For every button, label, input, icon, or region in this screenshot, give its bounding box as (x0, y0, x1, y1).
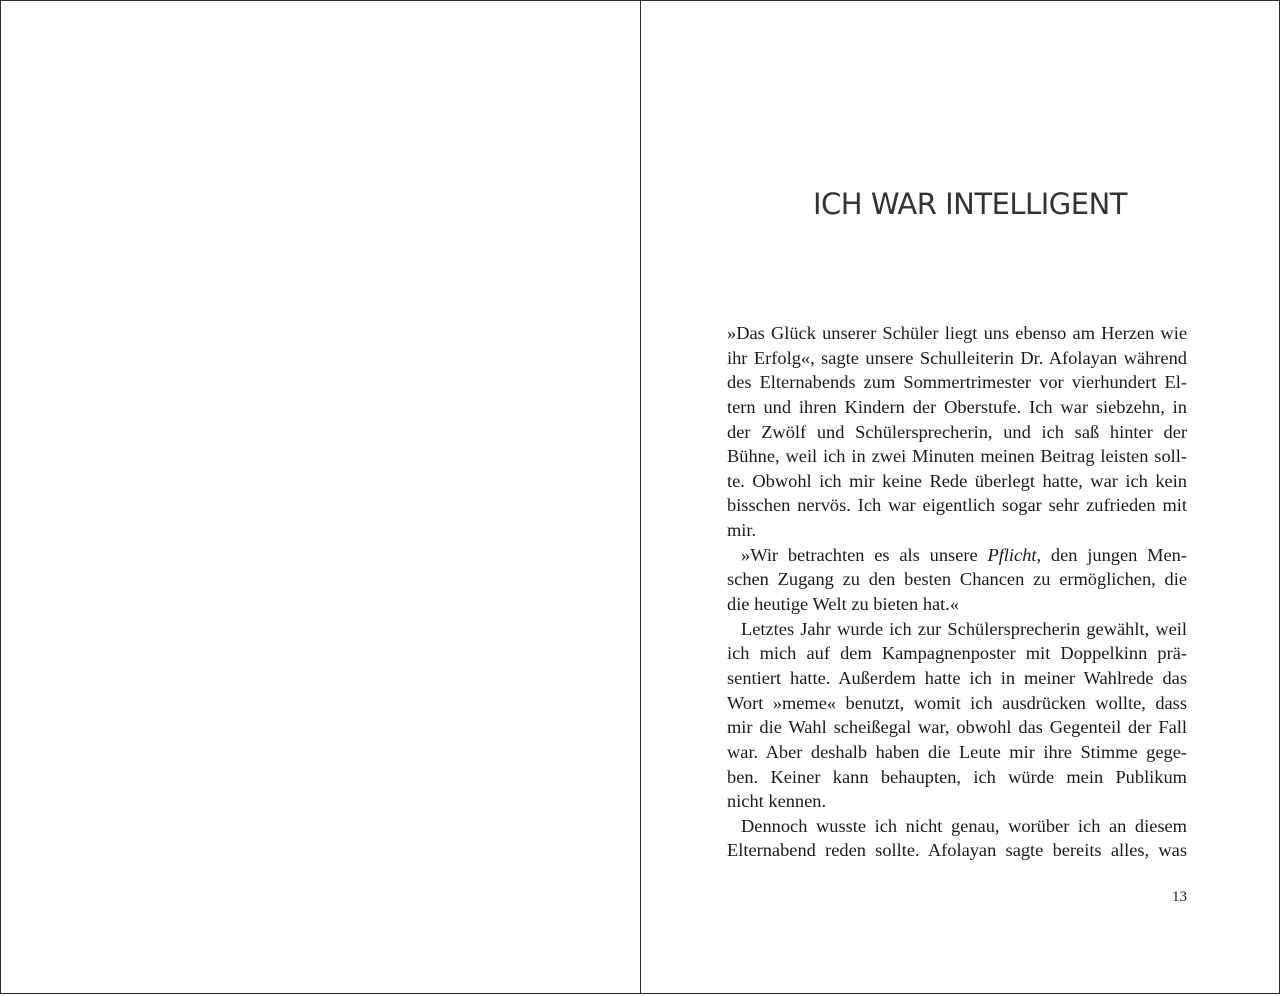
text-line: Letztes Jahr wurde ich zur Schülersprecherin gewählt, weil (741, 618, 1187, 639)
text-line: tern und ihren Kindern der Oberstufe. Ich war siebzehn, in (727, 396, 1187, 417)
text-line: te. Obwohl ich mir keine Rede überlegt hatte, war ich kein (727, 470, 1187, 491)
text-line-mixed (727, 543, 1187, 568)
text-line: nicht kennen. (727, 791, 827, 812)
text-line: Dennoch wusste ich nicht genau, worüber ich an diesem (741, 815, 1187, 836)
text-line: »Das Glück unserer Schüler liegt uns ebenso am Herzen wie (727, 323, 1187, 343)
text-line: bisschen nervös. Ich war eigentlich sogar sehr zufrieden mit (727, 495, 1187, 516)
text-line: ihr Erfolg«, sagte unsere Schulleiterin Dr. Afolayan während (727, 347, 1187, 368)
text-line: die heutige Welt zu bieten hat.« (727, 594, 960, 615)
text-line: Wort »meme« benutzt, womit ich ausdrücken wollte, dass (727, 692, 1187, 713)
text-line: der Zwölf und Schülersprecherin, und ich saß hinter der (727, 421, 1187, 442)
left-page-blank (0, 0, 641, 994)
text-line: war. Aber deshalb haben die Leute mir ihre Stimme gege- (727, 741, 1187, 762)
text-line: sentiert hatte. Außerdem hatte ich in meiner Wahlrede das (727, 667, 1187, 688)
text-line: schen Zugang zu den besten Chancen zu ermöglichen, die (727, 569, 1187, 590)
right-page (640, 0, 1280, 994)
text-line: ich mich auf dem Kampagnenposter mit Doppelkinn prä- (727, 643, 1187, 664)
text-line: mir die Wahl scheißegal war, obwohl das Gegenteil der Fall (727, 717, 1187, 738)
body-text (727, 321, 1187, 863)
text-line: ben. Keiner kann behaupten, ich würde mein Publikum (727, 766, 1187, 787)
text-segment: , den jungen Men- (1036, 544, 1187, 565)
text-line: des Elternabends zum Sommertrimester vor vierhundert El- (727, 372, 1187, 393)
emphasis-pflicht: Pflicht (987, 544, 1037, 565)
text-line: mir. (727, 520, 757, 541)
chapter-title: ICH WAR INTELLIGENT (813, 187, 1127, 221)
text-line: Bühne, weil ich in zwei Minuten meinen Beitrag leisten soll- (727, 446, 1187, 467)
text-line: Elternabend reden sollte. Afolayan sagte bereits alles, was (727, 840, 1187, 861)
text-segment: »Wir betrachten es als unsere (741, 544, 988, 565)
page-number: 13 (1172, 889, 1187, 905)
